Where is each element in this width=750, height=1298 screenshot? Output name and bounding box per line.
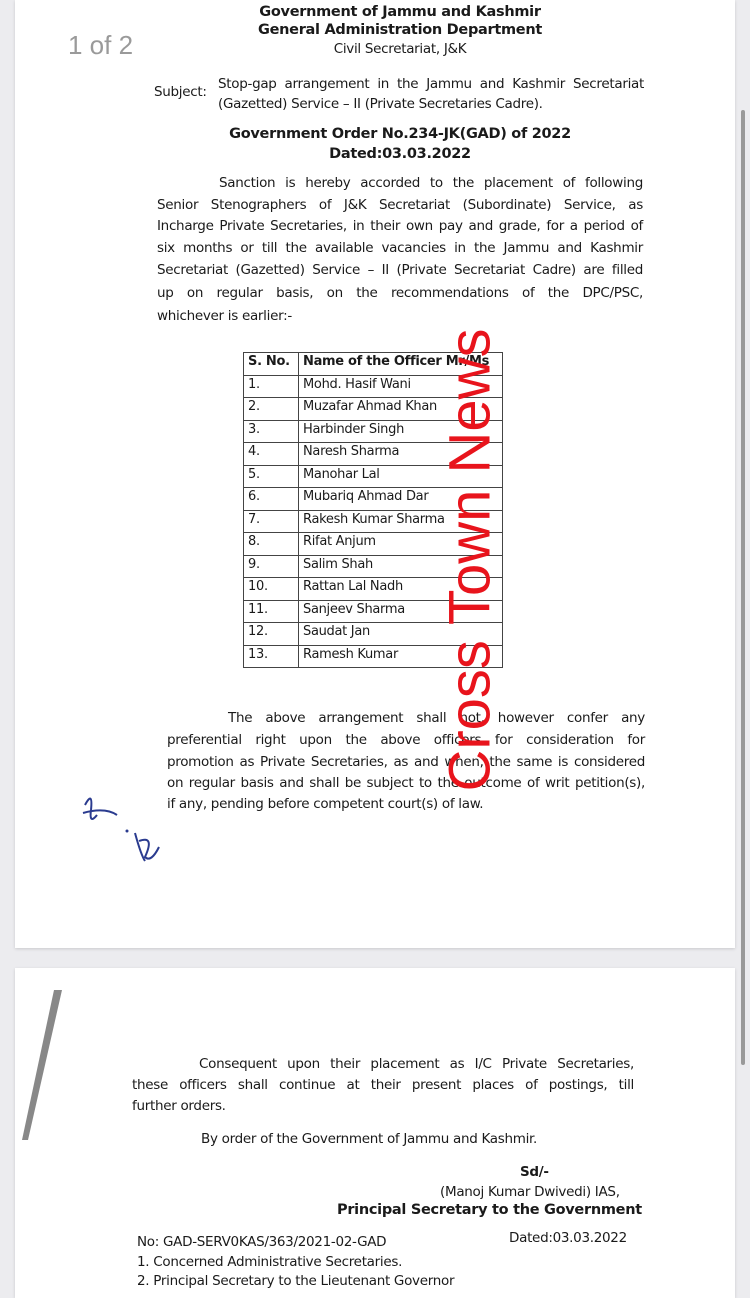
officer-name: Harbinder Singh xyxy=(299,420,503,443)
para1-line: Senior Stenographers of J&K Secretariat (Subordinate) Service, as xyxy=(157,197,643,213)
officer-name: Ramesh Kumar xyxy=(299,645,503,668)
para1-line: whichever is earlier:- xyxy=(157,308,292,324)
copy-to-item: 2. Principal Secretary to the Lieutenant Governor xyxy=(137,1273,455,1289)
para1-line: Secretariat (Gazetted) Service – II (Private Secretariat Cadre) are filled xyxy=(157,262,643,278)
order-number: Government Order No.234-JK(GAD) of 2022 xyxy=(229,126,571,142)
serial-number: 4. xyxy=(244,443,299,466)
serial-number: 10. xyxy=(244,578,299,601)
para1-line: Sanction is hereby accorded to the placement of following xyxy=(219,175,643,191)
col-header-name: Name of the Officer Mr/Ms xyxy=(299,353,503,376)
officer-name: Rifat Anjum xyxy=(299,533,503,556)
officer-name: Muzafar Ahmad Khan xyxy=(299,398,503,421)
para1-line: six months or till the available vacancies in the Jammu and Kashmir xyxy=(157,240,643,256)
officer-name: Rattan Lal Nadh xyxy=(299,578,503,601)
para1-line: up on regular basis, on the recommendations of the DPC/PSC, xyxy=(157,285,643,301)
serial-number: 5. xyxy=(244,465,299,488)
header-line: General Administration Department xyxy=(258,22,542,38)
serial-number: 3. xyxy=(244,420,299,443)
pdf-page-2 xyxy=(15,968,735,1298)
serial-number: 11. xyxy=(244,600,299,623)
officer-name: Naresh Sharma xyxy=(299,443,503,466)
para-line: further orders. xyxy=(132,1098,226,1114)
para1-line: Incharge Private Secretaries, in their own pay and grade, for a period of xyxy=(157,218,643,234)
officer-name: Mubariq Ahmad Dar xyxy=(299,488,503,511)
sd-mark: Sd/- xyxy=(520,1164,549,1180)
para-line: these officers shall continue at their present places of postings, till xyxy=(132,1077,634,1093)
serial-number: 9. xyxy=(244,555,299,578)
officer-name: Sanjeev Sharma xyxy=(299,600,503,623)
officer-name: Salim Shah xyxy=(299,555,503,578)
para2-line: promotion as Private Secretaries, as and when, the same is considered xyxy=(167,754,645,770)
watermark-text: Cross Town News xyxy=(437,328,503,792)
pdf-page-1 xyxy=(15,0,735,948)
subject-label: Subject: xyxy=(154,84,207,100)
order-date: Dated:03.03.2022 xyxy=(329,146,471,162)
serial-number: 6. xyxy=(244,488,299,511)
officer-name: Saudat Jan xyxy=(299,623,503,646)
header-line: Government of Jammu and Kashmir xyxy=(259,4,541,20)
initials-signature xyxy=(75,785,175,875)
paper-edge-shadow xyxy=(22,990,62,1140)
officer-name: Manohar Lal xyxy=(299,465,503,488)
reference-date: Dated:03.03.2022 xyxy=(509,1230,627,1246)
serial-number: 8. xyxy=(244,533,299,556)
scrollbar-thumb[interactable] xyxy=(741,110,745,1065)
header-line: Civil Secretariat, J&K xyxy=(333,41,467,57)
serial-number: 13. xyxy=(244,645,299,668)
para2-line: preferential right upon the above officers for consideration for xyxy=(167,732,645,748)
serial-number: 1. xyxy=(244,375,299,398)
serial-number: 7. xyxy=(244,510,299,533)
subject-line: Stop-gap arrangement in the Jammu and Kashmir Secretariat xyxy=(218,76,644,92)
signatory-name: (Manoj Kumar Dwivedi) IAS, xyxy=(440,1184,620,1200)
reference-number: No: GAD-SERV0KAS/363/2021-02-GAD xyxy=(137,1234,387,1250)
col-header-sno: S. No. xyxy=(244,353,299,376)
serial-number: 12. xyxy=(244,623,299,646)
para2-line: The above arrangement shall not, however confer any xyxy=(228,710,645,726)
subject-line: (Gazetted) Service – II (Private Secretaries Cadre). xyxy=(218,96,543,112)
officer-name: Mohd. Hasif Wani xyxy=(299,375,503,398)
serial-number: 2. xyxy=(244,398,299,421)
page-indicator: 1 of 2 xyxy=(68,30,134,60)
by-order-line: By order of the Government of Jammu and Kashmir. xyxy=(201,1131,538,1147)
copy-to-item: 1. Concerned Administrative Secretaries. xyxy=(137,1254,403,1270)
para2-line: on regular basis and shall be subject to the outcome of writ petition(s), xyxy=(167,775,645,791)
officer-name: Rakesh Kumar Sharma xyxy=(299,510,503,533)
para-line: Consequent upon their placement as I/C Private Secretaries, xyxy=(199,1056,634,1072)
signatory-designation: Principal Secretary to the Government xyxy=(337,1202,642,1218)
para2-line: if any, pending before competent court(s) of law. xyxy=(167,796,484,812)
